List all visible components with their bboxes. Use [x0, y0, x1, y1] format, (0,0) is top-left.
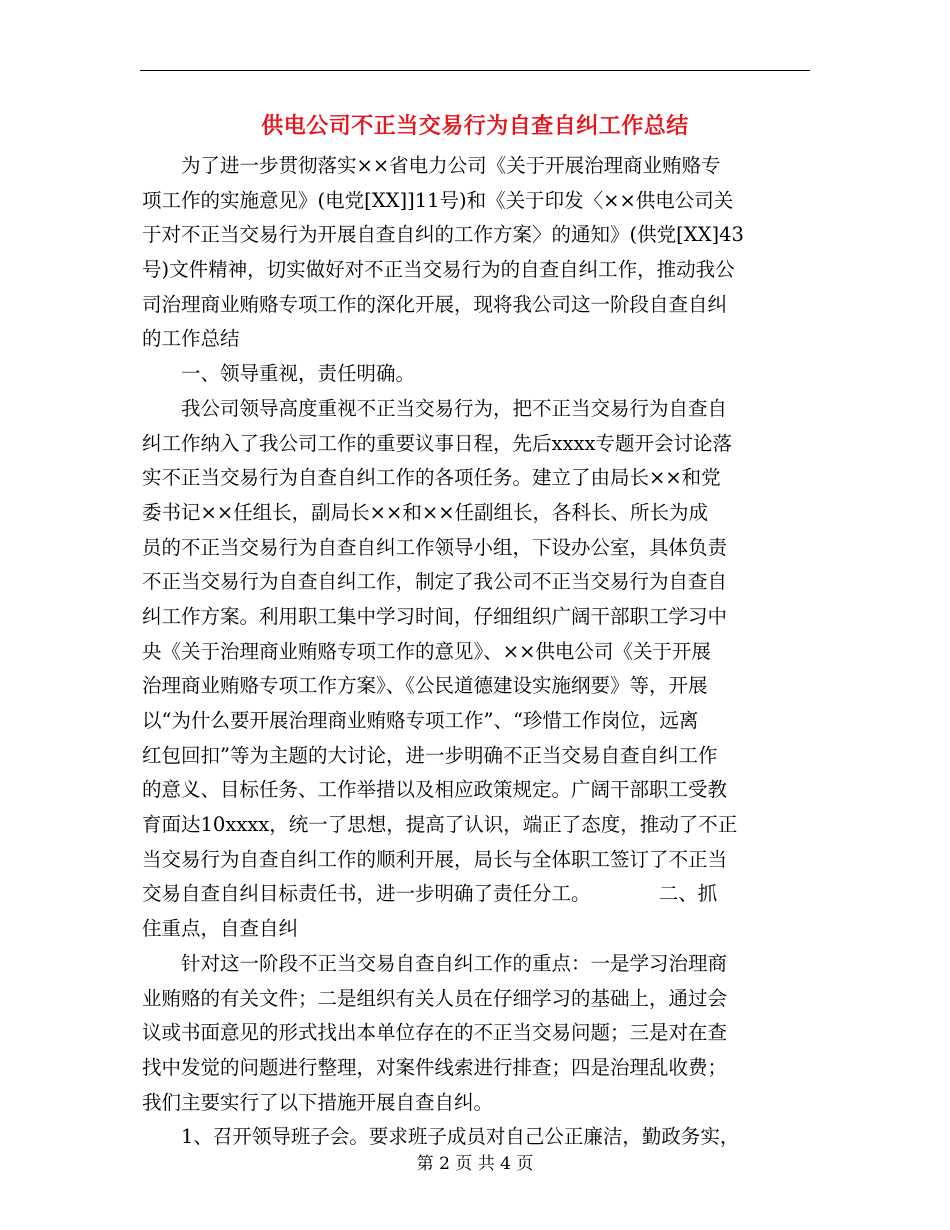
- body-line: 找中发觉的问题进行整理，对案件线索进行排查；四是治理乱收费；: [142, 1055, 728, 1079]
- document-title: 供电公司不正当交易行为自查自纠工作总结: [261, 113, 689, 139]
- section-heading: 一、领导重视，责任明确。: [142, 362, 416, 386]
- body-line: 红包回扣”等为主题的大讨论，进一步明确不正当交易自查自纠工作: [142, 743, 718, 767]
- header-rule: [140, 70, 810, 71]
- section-heading: 住重点，自查自纠: [142, 917, 299, 941]
- body-line: 我公司领导高度重视不正当交易行为，把不正当交易行为自查自: [142, 396, 728, 420]
- body-line: 当交易行为自查自纠工作的顺利开展，局长与全体职工签订了不正当: [142, 847, 728, 871]
- body-line: 我们主要实行了以下措施开展自查自纠。: [142, 1090, 494, 1114]
- body-line: 以“为什么要开展治理商业贿赂专项工作”、“珍惜工作岗位，远离: [142, 709, 699, 732]
- body-line: 的工作总结: [142, 327, 240, 351]
- body-line: 针对这一阶段不正当交易自查自纠工作的重点：一是学习治理商: [142, 951, 728, 975]
- body-line: 为了进一步贯彻落实××省电力公司《关于开展治理商业贿赂专: [142, 154, 721, 177]
- body-line: 纠工作纳入了我公司工作的重要议事日程，先后xxxx专题开会讨论落: [142, 431, 732, 455]
- body-line: 实不正当交易行为自查自纠工作的各项任务。建立了由局长××和党: [142, 466, 721, 490]
- document-body: [142, 149, 822, 1155]
- body-line: 项工作的实施意见》(电党[XX]]11号)和《关于印发〈××供电公司关: [142, 188, 734, 212]
- body-line: 员的不正当交易行为自查自纠工作领导小组，下设办公室，具体负责: [142, 535, 728, 559]
- body-line: 不正当交易行为自查自纠工作，制定了我公司不正当交易行为自查自: [142, 570, 728, 594]
- page-number: 第 2 页 共 4 页: [416, 1154, 534, 1174]
- body-line: 委书记××任组长，副局长××和××任副组长，各科长、所长为成: [142, 500, 709, 524]
- body-line: 育面达10xxxx，统一了思想，提高了认识，端正了态度，推动了不正: [142, 813, 738, 837]
- body-line: 于对不正当交易行为开展自查自纠的工作方案〉的通知》(供党[XX]43: [142, 223, 744, 247]
- body-line: 纠工作方案。利用职工集中学习时间，仔细组织广阔干部职工学习中: [142, 604, 728, 628]
- body-line: 1、召开领导班子会。要求班子成员对自己公正廉洁，勤政务实，: [142, 1125, 740, 1149]
- body-line: 号)文件精神，切实做好对不正当交易行为的自查自纠工作，推动我公: [142, 258, 735, 282]
- body-line: 议或书面意见的形式找出本单位存在的不正当交易问题；三是对在查: [142, 1021, 728, 1045]
- body-line: 央《关于治理商业贿赂专项工作的意见》、××供电公司《关于开展: [142, 639, 711, 663]
- body-line: 的意义、目标任务、工作举措以及相应政策规定。广阔干部职工受教: [142, 778, 728, 802]
- body-line: 交易自查自纠目标责任书，进一步明确了责任分工。 二、抓: [142, 882, 718, 906]
- body-line: 业贿赂的有关文件；二是组织有关人员在仔细学习的基础上，通过会: [142, 986, 728, 1010]
- body-line: 司治理商业贿赂专项工作的深化开展，现将我公司这一阶段自查自纠: [142, 292, 728, 316]
- body-line: 治理商业贿赂专项工作方案》、《公民道德建设实施纲要》等，开展: [142, 674, 708, 698]
